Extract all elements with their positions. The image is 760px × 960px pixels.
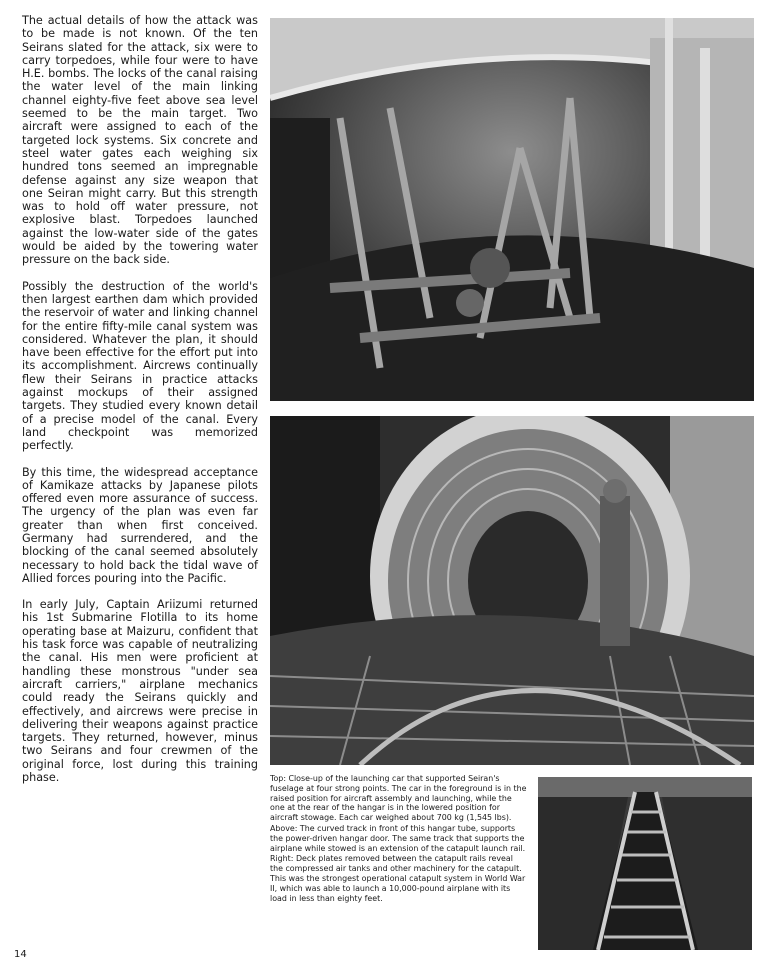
paragraph-2: Possibly the destruction of the world's then largest earthen dam which provided the reservoir of water and linking channel for the entire fifty-mile canal system was considered. Whatever the plan, it should have been effective for the effort put into its accomplishment. Aircrews continually flew their Seirans in practice attacks against mockups of their assigned targets. They studied every known detail of a precise model of the canal. Every land checkpoint was memorized perfectly. [22,279,258,453]
caption-above: Above: The curved track in front of this hangar tube, supports the power-driven hangar door. The same track that supports the airplane while stowed is an extension of the catapult launch rail. [270,823,526,853]
photo-hangar-tube-illustration [270,416,754,765]
photo-hangar-tube [270,416,754,765]
paragraph-3: By this time, the widespread acceptance of Kamikaze attacks by Japanese pilots offered even more assurance of success. The urgency of the plan was even far greater than when first conceived. Germany had surrendered, and the blocking of the canal seemed absolutely necessary to hold back the tidal wave of Allied forces pouring into the Pacific. [22,465,258,585]
paragraph-1: The actual details of how the attack was to be made is not known. Of the ten Seirans slated for the attack, six were to carry torpedoes, while four were to have H.E. bombs. The locks of the canal raising the water level of the main linking channel eighty-five feet above sea level seemed to be the main target. Two aircraft were assigned to each of the targeted lock systems. Six concrete and steel water gates each weighing six hundred tons seemed an impregnable defense against any size weapon that one Seiran might carry. But this strength was to hold off water pressure, not explosive blast. Torpedoes launched against the low-water side of the gates would be aided by the towering water pressure on the back side. [22,14,258,267]
paragraph-4: In early July, Captain Ariizumi returned his 1st Submarine Flotilla to its home operating base at Maizuru, confident that his task force was capable of neutralizing the canal. His men were proficient at handling these monstrous "under sea aircraft carriers," airplane mechanics could ready the Seirans quickly and effectively, and aircrews were precise in delivering their weapons against practice targets. They returned, however, minus two Seirans and four crewmen of the original force, lost during this training phase. [22,598,258,785]
page-number: 14 [14,949,27,960]
photo-launching-car-illustration [270,18,754,401]
photo-catapult-rails [538,777,752,950]
caption-right: Right: Deck plates removed between the catapult rails reveal the compressed air tanks and other machinery for the catapult. This was the strongest operational catapult system in World War II, which was able to launch a 10,000-pound airplane with its load in less than eighty feet. [270,854,526,903]
photo-catapult-rails-illustration [538,777,752,950]
photo-captions [270,774,528,904]
body-text-column [22,14,258,797]
photo-launching-car [270,18,754,401]
caption-top: Top: Close-up of the launching car that supported Seiran's fuselage at four strong points. The car in the foreground is in the raised position for aircraft assembly and launching, while the one at the rear of the hangar is in the lowered position for aircraft stowage. Each car weighed about 700 kg (1,545 lbs). [270,774,527,823]
